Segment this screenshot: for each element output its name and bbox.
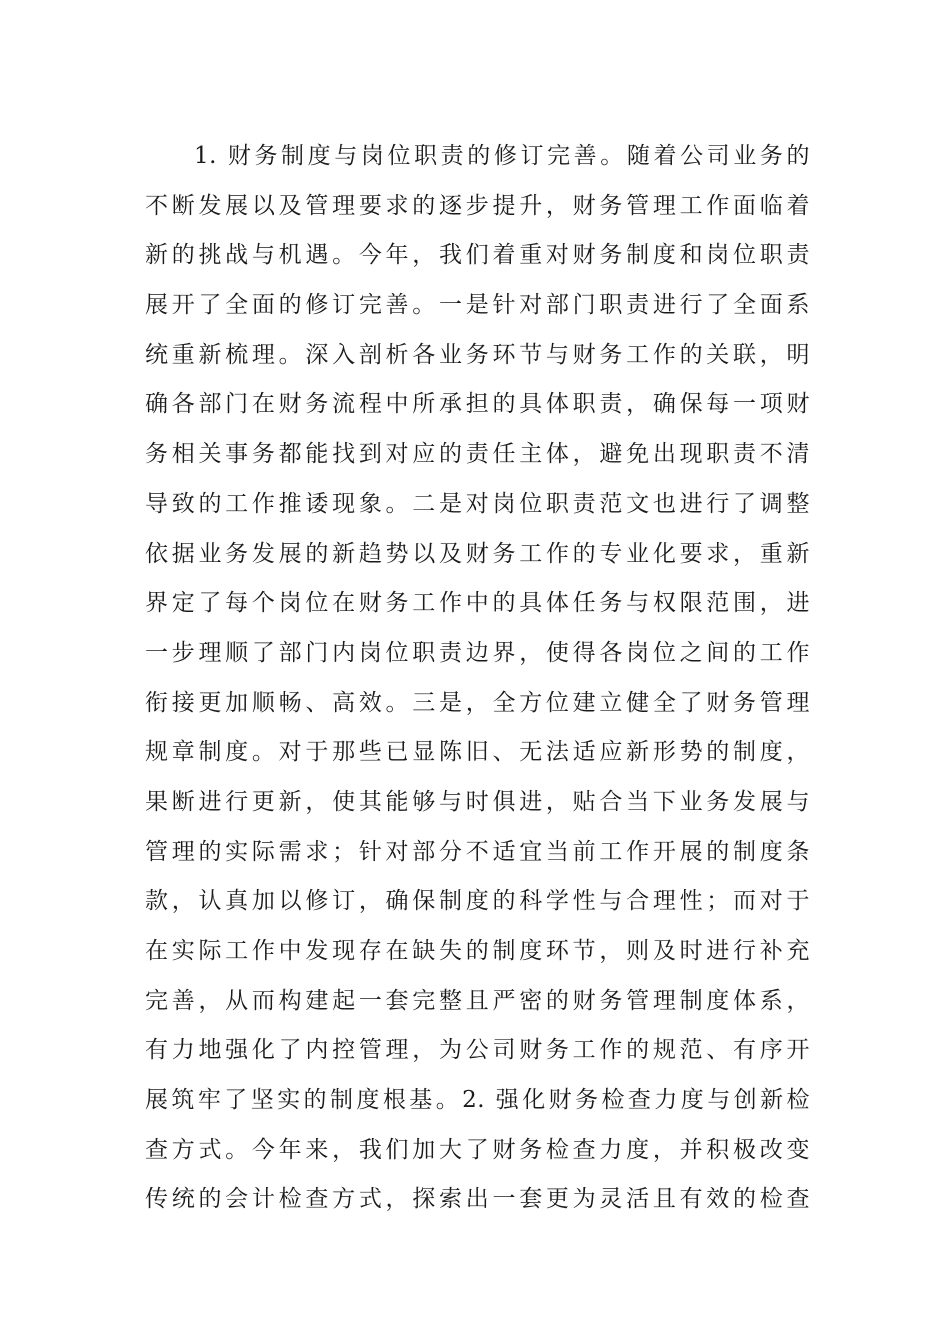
text-line: 管理的实际需求；针对部分不适宜当前工作开展的制度条: [145, 838, 810, 865]
text-line: 规章制度。对于那些已显陈旧、无法适应新形势的制度，: [145, 739, 810, 766]
text-line: 一步理顺了部门内岗位职责边界，使得各岗位之间的工作: [145, 639, 810, 666]
text-line: 导致的工作推诿现象。二是对岗位职责范文也进行了调整: [145, 490, 810, 517]
text-line: 完善，从而构建起一套完整且严密的财务管理制度体系，: [145, 987, 810, 1014]
text-line: 衔接更加顺畅、高效。三是，全方位建立健全了财务管理: [145, 689, 810, 716]
text-line: 依据业务发展的新趋势以及财务工作的专业化要求，重新: [145, 540, 810, 567]
text-line: 果断进行更新，使其能够与时俱进，贴合当下业务发展与: [145, 788, 810, 815]
text-line: 在实际工作中发现存在缺失的制度环节，则及时进行补充: [145, 938, 810, 964]
text-line: 有力地强化了内控管理，为公司财务工作的规范、有序开: [145, 1037, 810, 1064]
text-line: 务相关事务都能找到对应的责任主体，避免出现职责不清: [145, 441, 810, 468]
text-line: 确各部门在财务流程中所承担的具体职责，确保每一项财: [145, 391, 810, 418]
text-line: 款，认真加以修订，确保制度的科学性与合理性；而对于: [145, 888, 810, 915]
body-paragraph: [145, 132, 810, 1225]
text-line: 展筑牢了坚实的制度根基。2. 强化财务检查力度与创新检: [145, 1087, 810, 1114]
text-line: 查方式。今年来，我们加大了财务检查力度，并积极改变: [145, 1136, 810, 1163]
text-line: 展开了全面的修订完善。一是针对部门职责进行了全面系: [145, 292, 810, 319]
text-line: 新的挑战与机遇。今年，我们着重对财务制度和岗位职责: [145, 242, 810, 269]
text-line: 传统的会计检查方式，探索出一套更为灵活且有效的检查: [145, 1186, 810, 1213]
text-line: 1. 财务制度与岗位职责的修订完善。随着公司业务的: [194, 143, 810, 169]
text-line: 统重新梳理。深入剖析各业务环节与财务工作的关联，明: [145, 341, 810, 368]
text-line: 不断发展以及管理要求的逐步提升，财务管理工作面临着: [145, 192, 810, 219]
text-line: 界定了每个岗位在财务工作中的具体任务与权限范围，进: [145, 590, 810, 617]
